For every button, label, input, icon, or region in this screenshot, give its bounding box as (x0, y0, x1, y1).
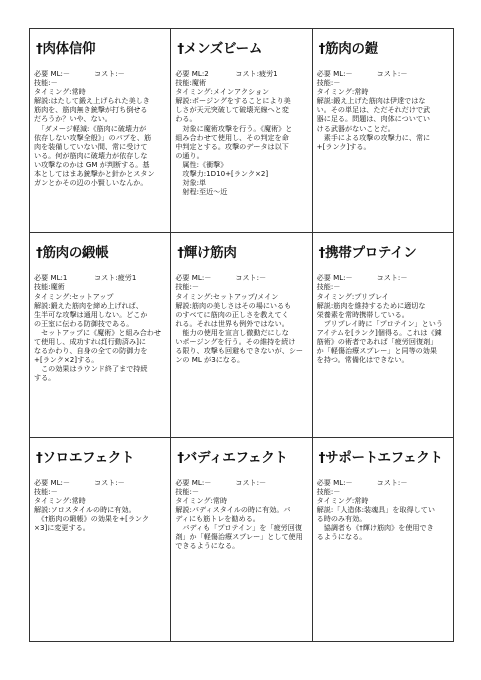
description-line: 解説:ソロスタイルの時に有効。 (34, 504, 136, 514)
timing-line: タイミング:プリプレイ (316, 291, 389, 301)
card-grid (29, 28, 454, 642)
skill-line: 技能:魔術 (175, 78, 207, 88)
description-line: 解説:鍛えた筋肉を締め上げれば、 (34, 300, 143, 310)
description-line: 依存しない攻撃全般》」のパブを、筋 (34, 132, 152, 142)
skill-line: 技能:－ (316, 486, 341, 496)
description-line: 解説:鍛え上げた筋肉は伊達ではな (316, 96, 426, 106)
required-ml: 必要 ML:－ (316, 69, 353, 78)
description-line: この効果はラウンド終了まで持続 (34, 364, 148, 374)
card-title: †筋肉の緞帳 (36, 245, 109, 262)
required-ml: 必要 ML:－ (316, 273, 353, 283)
card-body (175, 273, 307, 364)
description-line: いる。何が筋肉に破壊力が依存しな (34, 150, 148, 160)
skill-card (30, 438, 171, 642)
card-requirements (34, 478, 166, 487)
skill-card (313, 438, 454, 642)
timing-line: タイミング:常時 (34, 87, 86, 97)
card-body (317, 273, 449, 364)
description-line: の王室に伝わる防御技である。 (34, 318, 134, 328)
card-title: †携帯プロテイン (318, 245, 417, 262)
description-line: しさが天元突破して破壊光線へと変 (175, 105, 289, 115)
timing-line: タイミング:セットアップ/メイン (175, 291, 279, 301)
cost: コスト:疲労1 (94, 273, 137, 283)
description-line: 本としてはまあ銃撃かと針かとスタン (34, 169, 155, 179)
card-requirements (34, 69, 166, 78)
required-ml: 必要 ML:－ (175, 273, 212, 283)
timing-line: タイミング:常時 (175, 495, 228, 505)
description-line: 射程:至近～近 (175, 187, 228, 197)
skill-card (171, 233, 312, 437)
skill-line: 技能:－ (175, 282, 199, 292)
card-body (175, 478, 307, 551)
description-line: て使用し、成功すれば[行動済み]に (34, 336, 146, 346)
cost: コスト:－ (376, 477, 408, 487)
description-line: い攻撃なのかは GM が判断する。基 (34, 159, 150, 169)
card-title: †ソロエフェクト (36, 449, 135, 466)
description-line: 中判定とする。攻撃のデータは以下 (175, 141, 289, 151)
card-requirements (175, 478, 307, 487)
card-title: †メンズビーム (177, 41, 263, 57)
description-line: +[ランク×2]する。 (34, 355, 99, 365)
timing-line: タイミング:常時 (316, 495, 369, 505)
skill-line: 技能:魔術 (34, 282, 65, 292)
card-title: †肉体信仰 (36, 41, 96, 57)
description-line: いポージングを行う。その維持を続け (175, 336, 296, 346)
timing-line: タイミング:セットアップ (34, 291, 114, 301)
skill-card (30, 29, 171, 233)
skill-line: 技能:－ (316, 282, 341, 292)
description-line: ×3]に変更する。 (34, 523, 90, 533)
required-ml: 必要 ML:－ (316, 477, 353, 487)
card-body (34, 478, 166, 533)
description-line: 解説:ポージングをすることにより美 (175, 96, 291, 106)
description-line: できるようになる。 (175, 541, 240, 551)
description-line: れる。それは世界も例外ではない。 (175, 318, 289, 328)
required-ml: 必要 ML:2 (175, 69, 209, 78)
skill-line: 技能:－ (175, 486, 199, 496)
description-line: わる。 (175, 114, 197, 124)
description-line: 能力の使用を宣言し徹動だにしな (175, 327, 289, 337)
cost: コスト:－ (376, 69, 408, 78)
skill-card (30, 233, 171, 437)
skill-card (171, 29, 312, 233)
description-line: ディにも筋トレを勧める。 (175, 514, 260, 524)
description-line: 解説:筋肉の美しさはその場にいるも (175, 300, 292, 310)
description-line: 剤」か「軽傷治療スプレー」として使用 (175, 532, 303, 542)
cost: コスト:疲労1 (235, 69, 278, 78)
card-requirements (34, 273, 166, 282)
skill-card (171, 438, 312, 642)
description-line: 肉を装備していない間、常に受けて (34, 141, 148, 151)
timing-line: タイミング:メインアクション (175, 87, 270, 97)
description-line: セットアップに《魔術》と組み合わせ (34, 327, 161, 337)
skill-line: 技能:－ (316, 78, 341, 88)
description-line: 《†筋肉の緞帳》の効果を+[ランク (34, 514, 149, 524)
card-title: †筋肉の鎧 (318, 41, 378, 57)
description-line: 解説:筋肉を維持するために適切な (316, 300, 426, 310)
description-line: 攻撃力:1D10+[ランク×2] (175, 169, 269, 179)
card-title: †サポートエフェクト (318, 449, 443, 466)
description-line: る限り、攻撃も回避もできないが、シー (175, 346, 304, 356)
required-ml: 必要 ML:－ (175, 477, 212, 487)
cost: コスト:－ (376, 273, 408, 283)
timing-line: タイミング:常時 (316, 87, 369, 97)
description-line: の通り。 (175, 150, 204, 160)
skill-card (313, 29, 454, 233)
description-line: 素手による攻撃の攻撃力に、常に (316, 132, 431, 142)
description-line: 対象:単 (175, 178, 207, 188)
description-line: 組み合わせて使用し、その判定を命 (175, 132, 289, 142)
description-line: 解説:「人造体:装魂具」を取得してい (316, 504, 435, 514)
description-line: だろうか？いや、ない。 (34, 114, 112, 124)
description-line: ガンとかその辺の小賢しいなんか。 (34, 178, 148, 188)
card-body (175, 69, 307, 196)
description-line: ンの ML が3になる。 (175, 355, 245, 365)
description-line: プリプレイ時に「プロテイン」という (316, 318, 443, 328)
description-line: るようになる。 (316, 532, 367, 542)
cost: コスト:－ (94, 477, 125, 487)
description-line: 栄養素を常時携帯している。 (316, 309, 409, 319)
description-line: か「軽傷治療スプレー」と同等の効果 (316, 346, 437, 356)
description-line: い。その単足は、ただそれだけで武 (316, 105, 431, 115)
description-line: なるかわり、自身の全ての防御力を (34, 346, 148, 356)
description-line: 解説:バディスタイルの時に有効。バ (175, 504, 291, 514)
description-line: アイテムを[ランク]個得る。これは《錬 (316, 327, 442, 337)
card-title: †バディエフェクト (177, 449, 288, 466)
description-line: のすべてに筋肉の正しさを教えてく (175, 309, 289, 319)
description-line: 解説:はたして鍛え上げられた美しき (34, 96, 150, 106)
description-line: 筋肉を、筋肉無き銃撃が打ち倒せる (34, 105, 148, 115)
required-ml: 必要 ML:1 (34, 273, 68, 283)
description-line: 生半可な攻撃は通用しない。どこか (34, 309, 148, 319)
card-body (317, 478, 449, 542)
description-line: 筋術》の術者であれば「疲労回復剤」 (316, 336, 438, 346)
description-line: ける武器がないことだ。 (316, 123, 395, 133)
skill-line: 技能:－ (34, 78, 58, 88)
description-line: する。 (34, 373, 56, 383)
card-body (317, 69, 449, 151)
description-line: バディも「プロテイン」を「疲労回復 (175, 523, 302, 533)
description-line: 属性:《衝撃》 (175, 159, 228, 169)
cost: コスト:－ (235, 477, 267, 487)
card-requirements (175, 69, 307, 78)
description-line: 器に足る。問題は、肉体についてい (316, 114, 431, 124)
skill-line: 技能:－ (34, 486, 58, 496)
required-ml: 必要 ML:－ (34, 477, 70, 487)
description-line: 「ダメージ軽減:《筋肉に破壊力が (34, 123, 147, 133)
description-line: 協調者も《†輝け筋肉》を使用でき (316, 523, 434, 533)
skill-card (313, 233, 454, 437)
cost: コスト:－ (235, 273, 267, 283)
card-requirements (317, 273, 449, 282)
description-line: る時のみ有効。 (316, 514, 367, 524)
required-ml: 必要 ML:－ (34, 69, 70, 78)
description-line: +[ランク]する。 (316, 141, 371, 151)
timing-line: タイミング:常時 (34, 495, 86, 505)
card-requirements (175, 273, 307, 282)
description-line: を持つ。常備化はできない。 (316, 355, 409, 365)
card-title: †輝け筋肉 (177, 245, 237, 262)
card-requirements (317, 69, 449, 78)
card-requirements (317, 478, 449, 487)
cost: コスト:－ (94, 69, 125, 78)
card-body (34, 273, 166, 382)
card-body (34, 69, 166, 187)
description-line: 対象に魔術攻撃を行う。《魔術》と (175, 123, 293, 133)
